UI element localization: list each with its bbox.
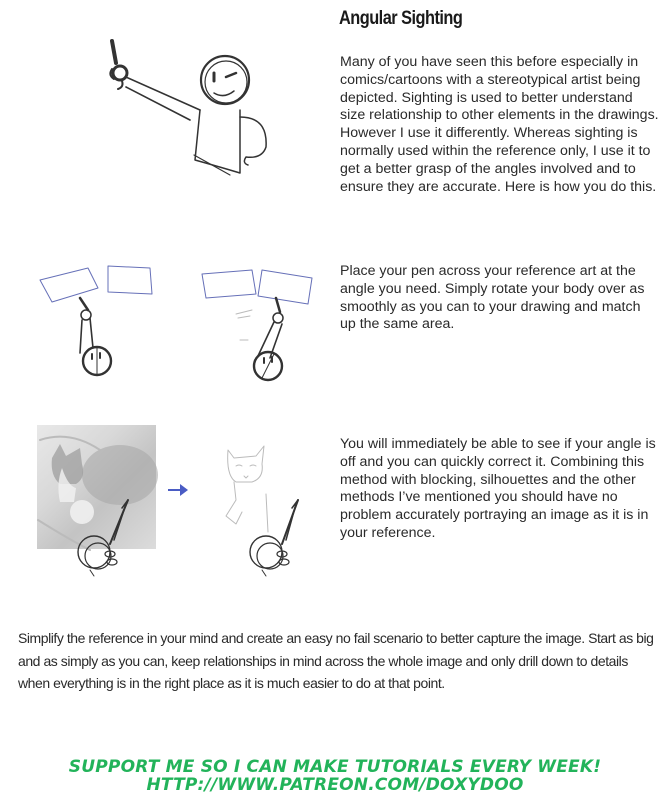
pen-rotation-illustration: [30, 258, 320, 383]
hand-with-pen-left: [80, 298, 111, 375]
article-title: Angular Sighting: [339, 8, 463, 29]
result-paragraph: You will immediately be able to see if your angle is off and you can quickly correct it. Combining this method with blocking, silhouettes and the other methods I’ve mentioned you should have no problem accurately portraying an image as it is in your reference.: [340, 436, 656, 541]
patreon-link[interactable]: HTTP://WWW.PATREON.COM/DOXYDOO: [146, 775, 524, 795]
step-paragraph: Place your pen across your reference art at the angle you need. Simply rotate your body over as smoothly as you can to your drawing and match up the same area.: [340, 263, 645, 333]
motion-lines: [236, 310, 252, 340]
summary-paragraph: Simplify the reference in your mind and create an easy no fail scenario to better capture the image. Start as big and as simply as you can, keep relationships in mind across the whole image and only drill down to details when everything is in the right place as it is much easier to do at that point.: [18, 630, 654, 691]
reference-frames-left: [40, 266, 152, 302]
intro-paragraph: Many of you have seen this before especially in comics/cartoons with a stereotypical artist being depicted. Sighting is used to better understand size relationship to other elements in the drawings. However I use it differently. Whereas sighting is normally used within the reference only, I use it to get a better grasp of the angles involved and to ensure they are accurate. Here is how you do this.: [340, 54, 659, 195]
cat-outline-sketch: [226, 446, 268, 532]
arrow-icon: [168, 484, 188, 496]
cat-photo-shapes: [38, 437, 158, 550]
artist-figure: [126, 56, 266, 175]
pen-icon: [110, 41, 127, 89]
hand-with-pen-right: [254, 298, 283, 380]
cat-sketch-illustration: [30, 420, 320, 590]
reference-frames-right: [202, 270, 312, 304]
hand-with-pen-sketch: [250, 500, 298, 576]
artist-sighting-illustration: [90, 35, 270, 185]
support-banner: SUPPORT ME SO I CAN MAKE TUTORIALS EVERY WEEK!: [68, 757, 602, 777]
